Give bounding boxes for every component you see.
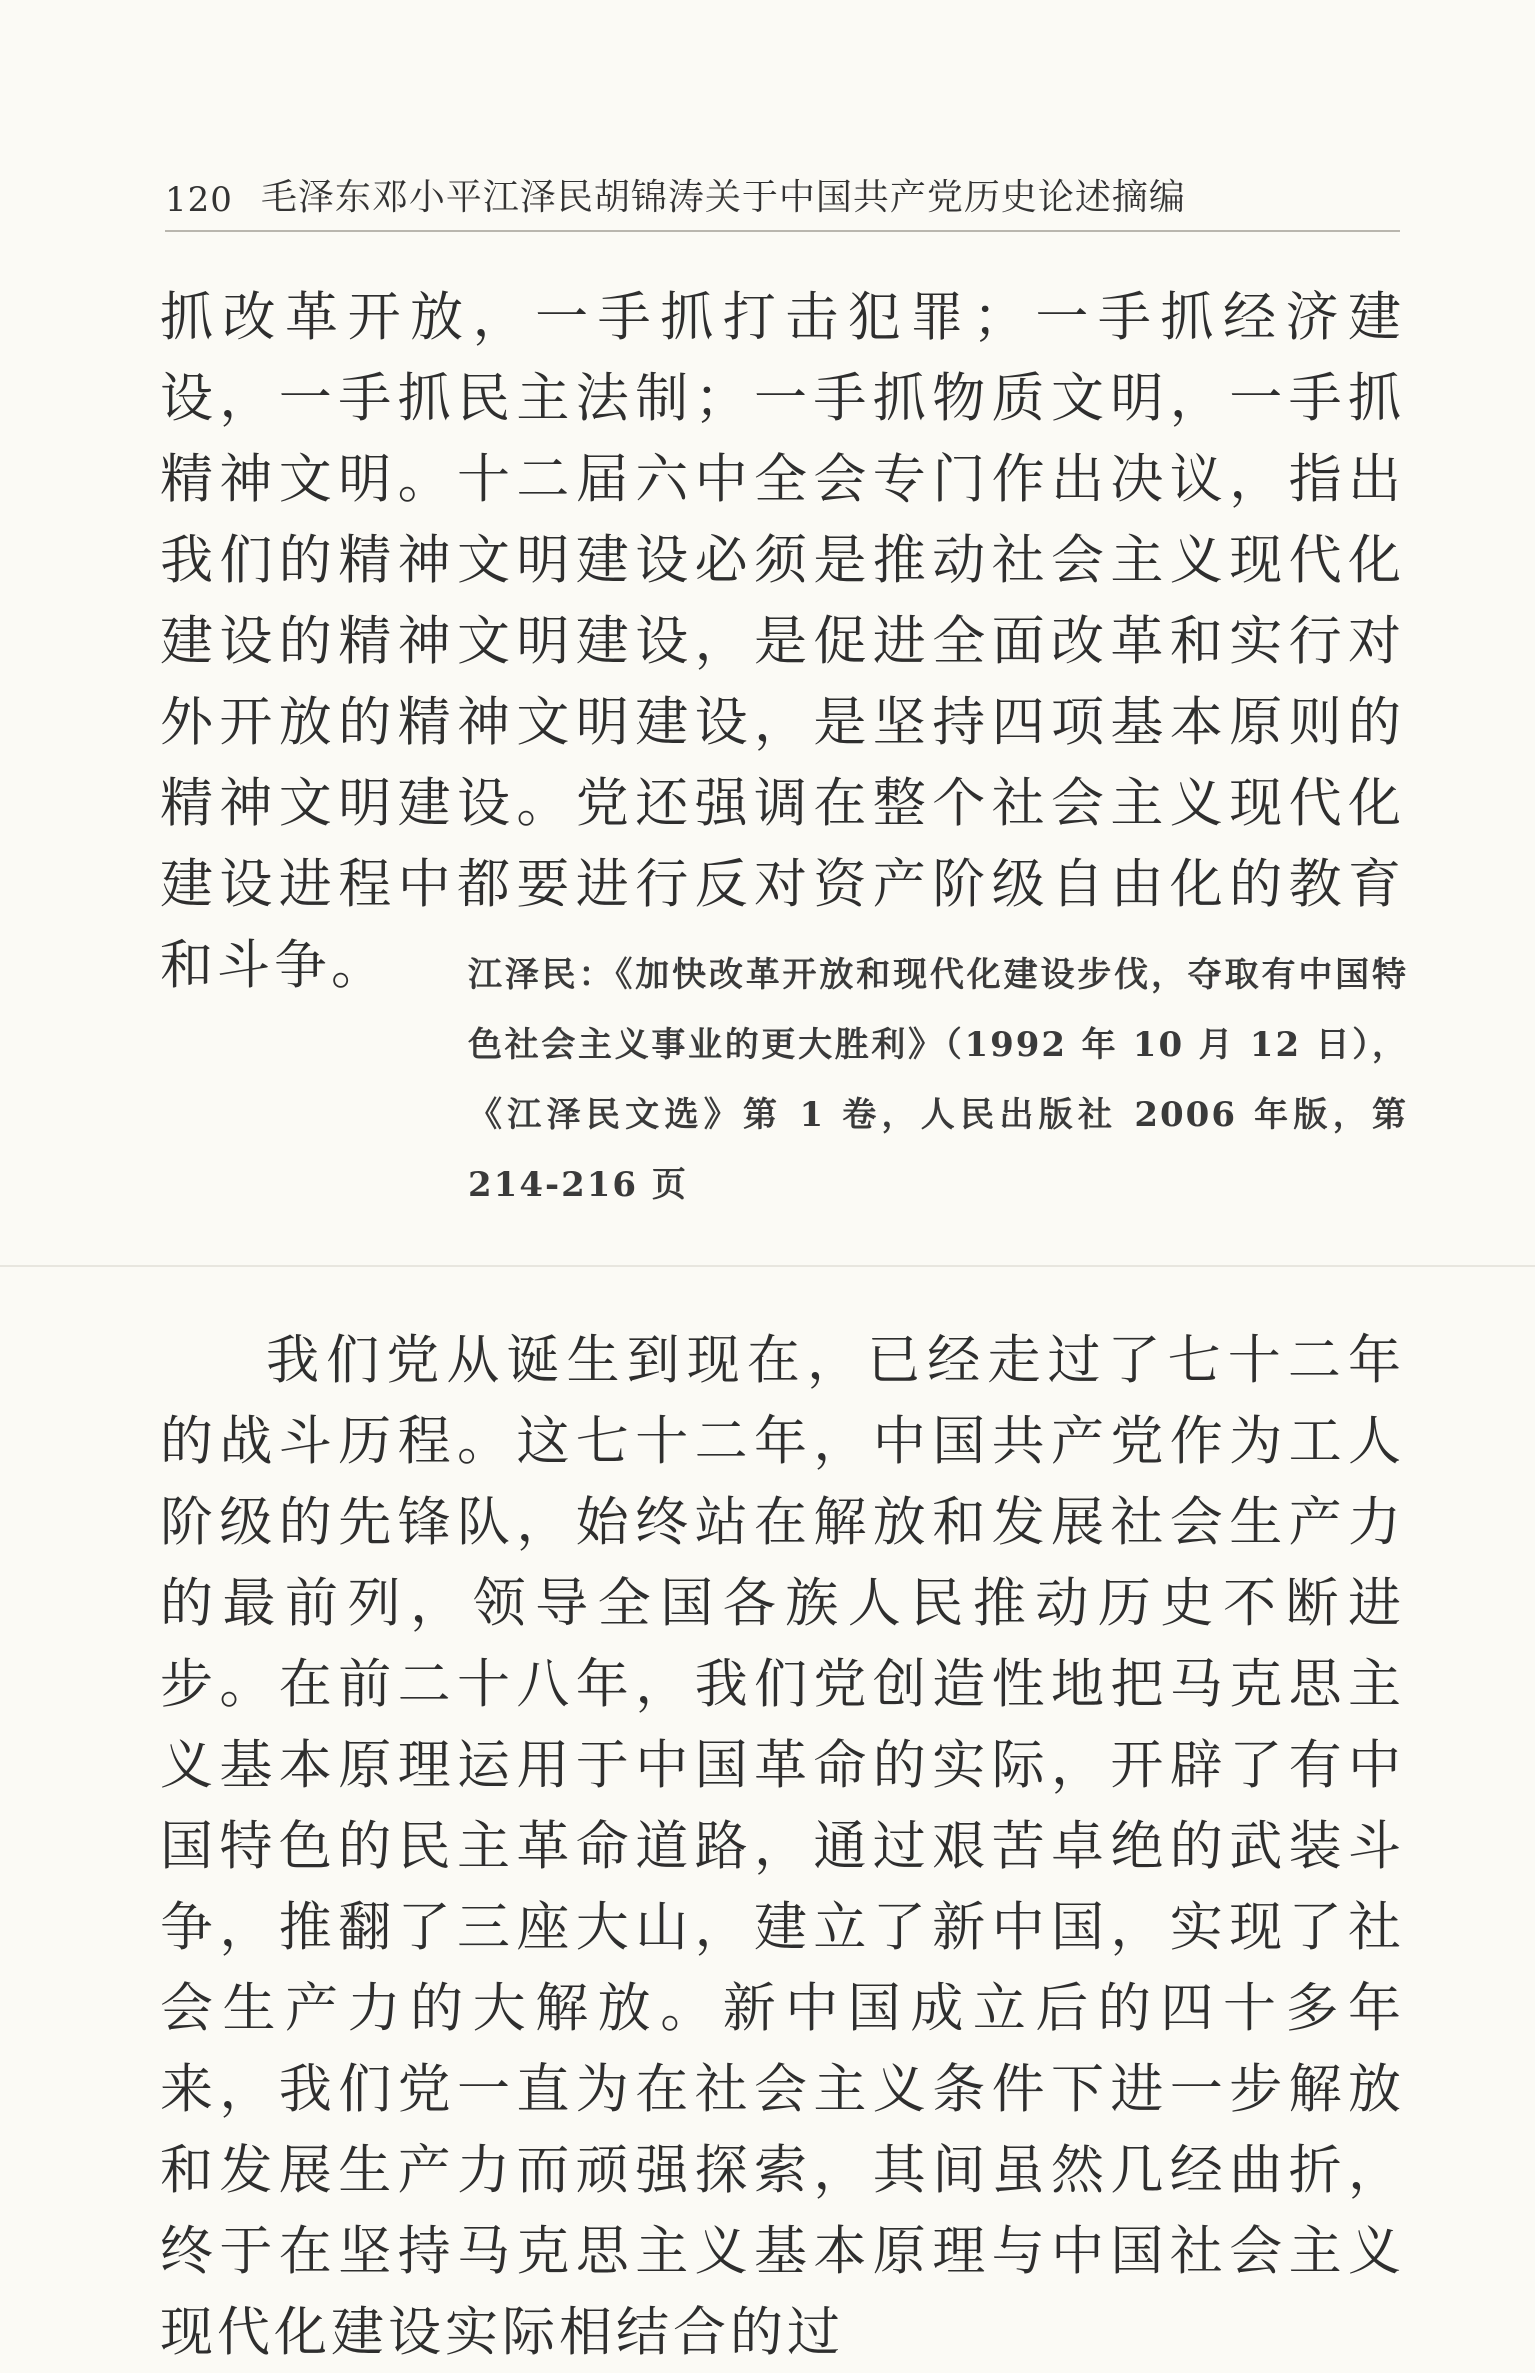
page-number: 120: [165, 180, 233, 220]
body-paragraph-2: 我们党从诞生到现在，已经走过了七十二年的战斗历程。这七十二年，中国共产党作为工人阶级的先锋队，始终站在解放和发展社会生产力的最前列，领导全国各族人民推动历史不断进步。在前二十八年，我们党创造性地把马克思主义基本原理运用于中国革命的实际，开辟了有中国特色的民主革命道路，通过艰苦卓绝的武装斗争，推翻了三座大山，建立了新中国，实现了社会生产力的大解放。新中国成立后的四十多年来，我们党一直为在社会主义条件下进一步解放和发展生产力而顽强探索，其间虽然几经曲折，终于在坚持马克思主义基本原理与中国社会主义现代化建设实际相结合的过: [160, 1330, 1405, 2363]
source-citation: 江泽民：《加快改革开放和现代化建设步伐，夺取有中国特色社会主义事业的更大胜利》（1992 年 10 月 12 日），《江泽民文选》第 1 卷，人民出版社 2006 年版，第 214-216 页: [468, 955, 1408, 1205]
body-paragraph-1: 抓改革开放，一手抓打击犯罪；一手抓经济建设，一手抓民主法制；一手抓物质文明，一手抓精神文明。十二届六中全会专门作出决议，指出我们的精神文明建设必须是推动社会主义现代化建设的精神文明建设，是促进全面改革和实行对外开放的精神文明建设，是坚持四项基本原则的精神文明建设。党还强调在整个社会主义现代化建设进程中都要进行反对资产阶级自由化的教育和斗争。: [160, 287, 1405, 996]
running-header: [165, 160, 1400, 232]
book-title: 毛泽东邓小平江泽民胡锦涛关于中国共产党历史论述摘编: [260, 177, 1186, 218]
page-fold-divider: [0, 1265, 1535, 1267]
